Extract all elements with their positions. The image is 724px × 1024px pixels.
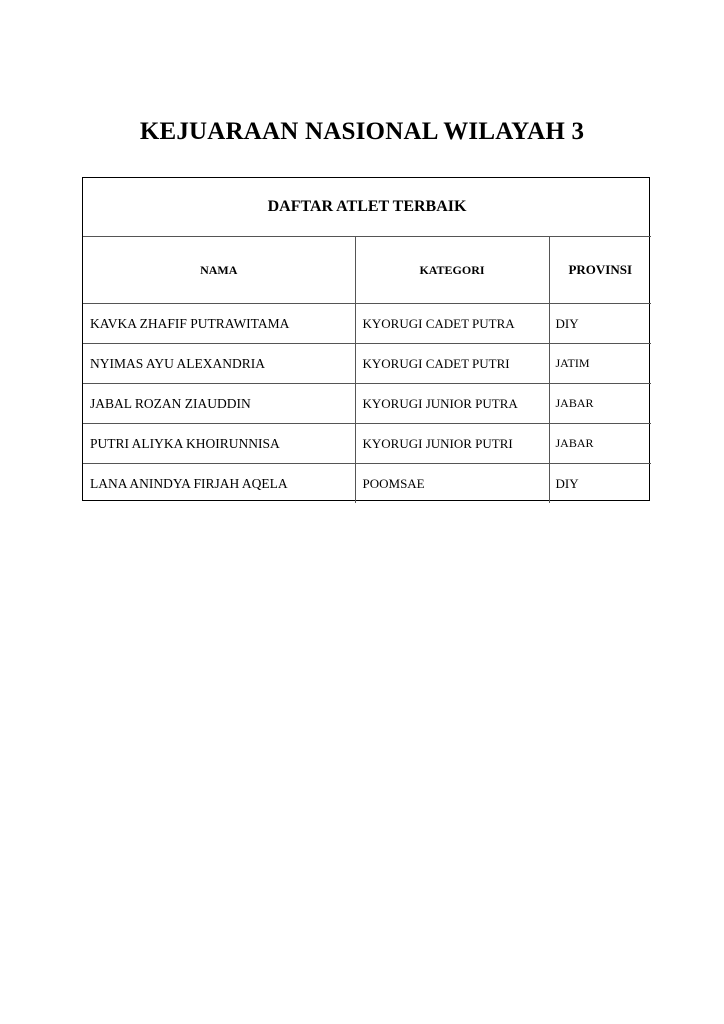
table-header-row [83, 237, 651, 304]
athlete-table [83, 178, 651, 503]
cell-nama: NYIMAS AYU ALEXANDRIA [83, 344, 355, 384]
column-header-nama: NAMA [83, 237, 355, 304]
cell-provinsi: DIY [549, 464, 651, 504]
table-row [83, 384, 651, 424]
column-header-kategori: KATEGORI [355, 237, 549, 304]
cell-provinsi: JABAR [549, 384, 651, 424]
cell-nama: PUTRI ALIYKA KHOIRUNNISA [83, 424, 355, 464]
page-title: KEJUARAAN NASIONAL WILAYAH 3 [139, 118, 585, 145]
table-row [83, 464, 651, 504]
cell-nama: LANA ANINDYA FIRJAH AQELA [83, 464, 355, 504]
table-caption-row [83, 178, 651, 237]
cell-kategori: POOMSAE [355, 464, 549, 504]
table-caption: DAFTAR ATLET TERBAIK [83, 178, 651, 237]
cell-nama: KAVKA ZHAFIF PUTRAWITAMA [83, 304, 355, 344]
table-row [83, 424, 651, 464]
column-header-provinsi: PROVINSI [549, 237, 651, 304]
cell-provinsi: JABAR [549, 424, 651, 464]
cell-provinsi: DIY [549, 304, 651, 344]
cell-provinsi: JATIM [549, 344, 651, 384]
athlete-table-container [82, 177, 650, 501]
table-row [83, 344, 651, 384]
cell-nama: JABAL ROZAN ZIAUDDIN [83, 384, 355, 424]
cell-kategori: KYORUGI CADET PUTRI [355, 344, 549, 384]
cell-kategori: KYORUGI CADET PUTRA [355, 304, 549, 344]
cell-kategori: KYORUGI JUNIOR PUTRA [355, 384, 549, 424]
cell-kategori: KYORUGI JUNIOR PUTRI [355, 424, 549, 464]
table-row [83, 304, 651, 344]
